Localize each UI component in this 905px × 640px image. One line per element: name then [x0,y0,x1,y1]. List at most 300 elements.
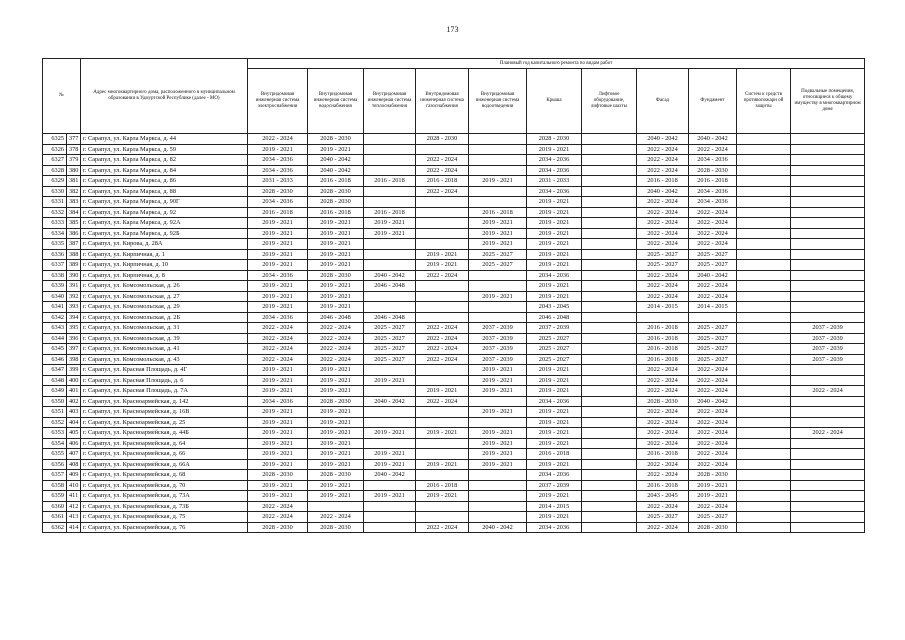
row-period-cell: 2019 - 2021 [527,197,582,208]
row-period-cell [737,375,791,386]
row-period-cell [791,459,865,470]
table-row [43,438,865,449]
row-address: г. Сарапул, ул. Карла Маркса, д. 82 [81,155,248,166]
row-period-cell [364,522,416,533]
row-number: 6330 [43,186,67,197]
row-period-cell: 2016 - 2018 [416,176,469,187]
row-period-cell: 2025 - 2027 [637,249,689,260]
table-row [43,323,865,334]
row-period-cell: 2022 - 2024 [689,375,737,386]
row-period-cell: 2019 - 2021 [308,281,364,292]
row-period-cell: 2028 - 2030 [308,270,364,281]
table-row [43,480,865,491]
row-period-cell [737,186,791,197]
row-period-cell: 2028 - 2030 [308,186,364,197]
row-period-cell [791,176,865,187]
row-period-cell: 2019 - 2021 [527,459,582,470]
row-period-cell: 2034 - 2036 [248,396,308,407]
row-period-cell: 2019 - 2021 [469,239,527,250]
row-period-cell: 2022 - 2024 [637,281,689,292]
row-period-cell [416,291,469,302]
row-period-cell: 2034 - 2036 [527,155,582,166]
header-column: Систем к средств противопожарн ой защиты [737,69,791,134]
header-column: Внутридомовая инженерная система теплоснабжения [364,69,416,134]
row-index: 382 [67,186,81,197]
row-period-cell [364,386,416,397]
row-period-cell: 2019 - 2021 [469,449,527,460]
row-period-cell [469,480,527,491]
row-period-cell [582,249,637,260]
row-period-cell: 2019 - 2021 [527,512,582,523]
row-period-cell: 2019 - 2021 [364,459,416,470]
row-period-cell: 2022 - 2024 [689,501,737,512]
row-period-cell [364,260,416,271]
row-period-cell [791,302,865,313]
row-number: 6339 [43,281,67,292]
row-address: г. Сарапул, ул. Комсомольская, д. 43 [81,354,248,365]
row-address: г. Сарапул, ул. Карла Маркса, д. 86 [81,176,248,187]
row-index: 381 [67,176,81,187]
row-period-cell: 2022 - 2024 [248,501,308,512]
row-period-cell: 2022 - 2024 [248,323,308,334]
table-row [43,459,865,470]
row-period-cell: 2022 - 2024 [637,197,689,208]
row-number: 6359 [43,491,67,502]
row-period-cell: 2019 - 2021 [469,438,527,449]
row-period-cell: 2025 - 2027 [364,344,416,355]
row-period-cell [416,365,469,376]
row-period-cell: 2019 - 2021 [308,218,364,229]
row-address: г. Сарапул, ул. Карла Маркса, д. 44 [81,134,248,145]
row-period-cell: 2034 - 2036 [248,165,308,176]
row-number: 6362 [43,522,67,533]
table-row [43,512,865,523]
row-period-cell [737,134,791,145]
row-period-cell: 2022 - 2024 [689,281,737,292]
row-period-cell: 2031 - 2033 [248,176,308,187]
row-period-cell: 2022 - 2024 [689,459,737,470]
row-number: 6348 [43,375,67,386]
row-number: 6354 [43,438,67,449]
row-period-cell [416,501,469,512]
row-period-cell [637,312,689,323]
row-number: 6332 [43,207,67,218]
row-period-cell: 2019 - 2021 [308,302,364,313]
row-number: 6361 [43,512,67,523]
row-period-cell: 2043 - 2045 [527,302,582,313]
row-period-cell [469,155,527,166]
row-period-cell [416,218,469,229]
row-period-cell: 2019 - 2021 [527,207,582,218]
repair-schedule-table [42,58,865,533]
row-period-cell [308,501,364,512]
row-period-cell [791,375,865,386]
row-period-cell: 2022 - 2024 [637,407,689,418]
row-period-cell [737,512,791,523]
row-period-cell: 2019 - 2021 [308,291,364,302]
row-address: г. Сарапул, ул. Комсомольская, д. 31 [81,323,248,334]
row-period-cell: 2019 - 2021 [527,386,582,397]
row-period-cell: 2016 - 2018 [416,480,469,491]
row-period-cell: 2028 - 2030 [689,470,737,481]
row-period-cell: 2014 - 2015 [637,302,689,313]
header-column: Фундамент [689,69,737,134]
row-index: 387 [67,239,81,250]
row-period-cell: 2019 - 2021 [527,438,582,449]
row-period-cell [364,501,416,512]
row-period-cell: 2037 - 2039 [791,323,865,334]
row-period-cell: 2019 - 2021 [469,375,527,386]
row-period-cell [364,291,416,302]
row-period-cell [582,407,637,418]
row-period-cell: 2022 - 2024 [416,344,469,355]
row-period-cell: 2034 - 2036 [527,396,582,407]
row-period-cell [364,186,416,197]
row-period-cell: 2025 - 2027 [689,249,737,260]
row-index: 383 [67,197,81,208]
row-period-cell: 2022 - 2024 [637,228,689,239]
row-period-cell: 2034 - 2036 [527,470,582,481]
row-period-cell: 2022 - 2024 [689,218,737,229]
table-row [43,501,865,512]
row-period-cell: 2028 - 2030 [527,134,582,145]
row-period-cell [582,522,637,533]
row-period-cell: 2022 - 2024 [637,155,689,166]
row-address: г. Сарапул, ул. Красноармейская, д. 66 [81,449,248,460]
row-period-cell [737,239,791,250]
row-period-cell: 2037 - 2039 [791,333,865,344]
row-period-cell [791,281,865,292]
row-period-cell: 2025 - 2027 [364,354,416,365]
table-row [43,344,865,355]
header-column: Крыша [527,69,582,134]
row-period-cell: 2022 - 2024 [416,155,469,166]
row-period-cell: 2019 - 2021 [416,491,469,502]
row-period-cell: 2019 - 2021 [416,249,469,260]
row-period-cell: 2019 - 2021 [308,480,364,491]
row-period-cell: 2016 - 2018 [637,344,689,355]
row-period-cell: 2022 - 2024 [416,186,469,197]
row-period-cell [582,281,637,292]
row-period-cell [416,302,469,313]
row-period-cell: 2019 - 2021 [527,239,582,250]
row-period-cell [737,312,791,323]
row-period-cell [737,302,791,313]
row-period-cell [791,144,865,155]
row-index: 379 [67,155,81,166]
row-period-cell [582,312,637,323]
row-index: 401 [67,386,81,397]
row-period-cell: 2019 - 2021 [469,176,527,187]
row-period-cell: 2019 - 2021 [308,491,364,502]
row-period-cell: 2019 - 2021 [248,386,308,397]
row-period-cell [791,312,865,323]
row-period-cell: 2022 - 2024 [689,228,737,239]
row-period-cell: 2025 - 2027 [689,354,737,365]
row-period-cell [737,291,791,302]
row-period-cell: 2019 - 2021 [248,260,308,271]
row-period-cell: 2019 - 2021 [527,218,582,229]
row-period-cell [737,323,791,334]
row-period-cell [791,407,865,418]
table-row [43,312,865,323]
row-period-cell: 2034 - 2036 [248,197,308,208]
row-period-cell [791,512,865,523]
row-period-cell: 2019 - 2021 [308,417,364,428]
row-period-cell: 2022 - 2024 [637,459,689,470]
row-period-cell: 2034 - 2036 [527,270,582,281]
row-number: 6350 [43,396,67,407]
row-index: 377 [67,134,81,145]
row-period-cell: 2019 - 2021 [469,228,527,239]
row-period-cell [582,291,637,302]
row-address: г. Сарапул, ул. Красноармейская, д. 75 [81,512,248,523]
row-period-cell: 2019 - 2021 [527,365,582,376]
row-period-cell [737,417,791,428]
row-period-cell [582,501,637,512]
row-period-cell: 2022 - 2024 [689,417,737,428]
row-period-cell: 2022 - 2024 [416,333,469,344]
row-index: 380 [67,165,81,176]
row-period-cell: 2022 - 2024 [689,438,737,449]
row-period-cell: 2022 - 2024 [416,270,469,281]
row-period-cell: 2019 - 2021 [469,459,527,470]
row-period-cell [416,438,469,449]
row-period-cell: 2022 - 2024 [637,375,689,386]
header-num: № [43,59,81,134]
row-period-cell: 2019 - 2021 [689,480,737,491]
table-row [43,197,865,208]
row-period-cell [582,165,637,176]
row-period-cell: 2046 - 2048 [364,312,416,323]
row-number: 6355 [43,449,67,460]
row-period-cell [791,239,865,250]
row-period-cell: 2028 - 2030 [637,396,689,407]
row-address: г. Сарапул, ул. Карла Маркса, д. 84 [81,165,248,176]
row-address: г. Сарапул, ул. Красноармейская, д. 142 [81,396,248,407]
row-period-cell [469,270,527,281]
row-period-cell [791,155,865,166]
row-period-cell: 2019 - 2021 [248,281,308,292]
row-index: 414 [67,522,81,533]
row-period-cell: 2025 - 2027 [637,260,689,271]
row-period-cell: 2019 - 2021 [416,459,469,470]
row-address: г. Сарапул, ул. Карла Маркса, д. 92Б [81,228,248,239]
header-group: Плановый год капитального ремонта по видам работ [248,59,865,69]
row-number: 6325 [43,134,67,145]
row-index: 386 [67,228,81,239]
row-number: 6328 [43,165,67,176]
row-period-cell [737,249,791,260]
row-period-cell [582,428,637,439]
row-period-cell: 2016 - 2018 [637,176,689,187]
row-index: 385 [67,218,81,229]
row-period-cell [737,386,791,397]
row-number: 6356 [43,459,67,470]
row-period-cell: 2025 - 2027 [364,323,416,334]
row-period-cell: 2028 - 2030 [308,470,364,481]
row-period-cell [791,218,865,229]
row-period-cell: 2046 - 2048 [527,312,582,323]
row-index: 400 [67,375,81,386]
row-period-cell [737,281,791,292]
row-period-cell [416,407,469,418]
row-period-cell: 2014 - 2015 [689,302,737,313]
row-period-cell: 2025 - 2027 [689,512,737,523]
table-row [43,218,865,229]
row-period-cell [737,365,791,376]
row-period-cell [791,396,865,407]
row-period-cell [416,144,469,155]
row-index: 407 [67,449,81,460]
row-address: г. Сарапул, ул. Комсомольская, д. 29 [81,302,248,313]
row-period-cell: 2028 - 2030 [308,396,364,407]
row-index: 378 [67,144,81,155]
row-period-cell [582,144,637,155]
row-number: 6337 [43,260,67,271]
row-period-cell: 2040 - 2042 [308,165,364,176]
row-period-cell: 2022 - 2024 [637,522,689,533]
row-period-cell: 2019 - 2021 [308,260,364,271]
table-row [43,491,865,502]
row-period-cell [582,491,637,502]
row-period-cell: 2022 - 2024 [637,144,689,155]
row-period-cell: 2022 - 2024 [248,134,308,145]
table-row [43,302,865,313]
row-period-cell [364,144,416,155]
row-address: г. Сарапул, ул. Красноармейская, д. 16В [81,407,248,418]
row-period-cell: 2022 - 2024 [637,501,689,512]
row-number: 6326 [43,144,67,155]
row-period-cell: 2022 - 2024 [308,512,364,523]
row-period-cell: 2019 - 2021 [308,375,364,386]
row-period-cell: 2037 - 2039 [469,344,527,355]
row-address: г. Сарапул, ул. Кирпичная, д. 1 [81,249,248,260]
row-period-cell: 2046 - 2048 [308,312,364,323]
row-period-cell: 2040 - 2042 [364,396,416,407]
row-period-cell [582,302,637,313]
header-column: Внутридомовая инженерная система газоснабжения [416,69,469,134]
row-period-cell [416,207,469,218]
row-period-cell: 2028 - 2030 [248,470,308,481]
row-number: 6342 [43,312,67,323]
row-period-cell [582,470,637,481]
row-period-cell: 2019 - 2021 [248,144,308,155]
row-period-cell [364,197,416,208]
row-period-cell [791,417,865,428]
row-period-cell: 2025 - 2027 [527,344,582,355]
table-row [43,239,865,250]
row-period-cell: 2037 - 2039 [469,333,527,344]
row-period-cell: 2034 - 2036 [689,197,737,208]
row-address: г. Сарапул, ул. Красная Площадь, д. 7А [81,386,248,397]
row-period-cell [364,365,416,376]
row-address: г. Сарапул, ул. Комсомольская, д. 2Б [81,312,248,323]
row-address: г. Сарапул, ул. Красноармейская, д. 73А [81,491,248,502]
row-period-cell [737,144,791,155]
row-period-cell [582,260,637,271]
row-period-cell [791,207,865,218]
row-period-cell [582,396,637,407]
row-period-cell: 2019 - 2021 [527,375,582,386]
row-address: г. Сарапул, ул. Красная Площадь, д. 4Г [81,365,248,376]
row-address: г. Сарапул, ул. Комсомольская, д. 41 [81,344,248,355]
row-period-cell [791,270,865,281]
row-period-cell: 2016 - 2018 [689,176,737,187]
row-period-cell [364,302,416,313]
row-period-cell [582,459,637,470]
row-period-cell [469,491,527,502]
row-address: г. Сарапул, ул. Красноармейская, д. 64 [81,438,248,449]
table-row [43,281,865,292]
row-number: 6338 [43,270,67,281]
row-period-cell [791,480,865,491]
row-index: 398 [67,354,81,365]
row-period-cell: 2022 - 2024 [248,344,308,355]
table-row [43,207,865,218]
row-period-cell: 2019 - 2021 [308,228,364,239]
row-period-cell [582,386,637,397]
row-period-cell: 2022 - 2024 [416,396,469,407]
row-number: 6327 [43,155,67,166]
row-period-cell: 2022 - 2024 [637,470,689,481]
row-period-cell: 2028 - 2030 [248,186,308,197]
row-period-cell: 2019 - 2021 [364,428,416,439]
table-row [43,249,865,260]
row-address: г. Сарапул, ул. Карла Маркса, д. 59 [81,144,248,155]
row-period-cell: 2019 - 2021 [527,491,582,502]
row-index: 396 [67,333,81,344]
row-period-cell [737,480,791,491]
row-period-cell: 2040 - 2042 [364,470,416,481]
row-period-cell [737,165,791,176]
row-period-cell: 2037 - 2039 [791,354,865,365]
row-period-cell: 2037 - 2039 [791,344,865,355]
row-index: 404 [67,417,81,428]
row-index: 411 [67,491,81,502]
row-address: г. Сарапул, ул. Красноармейская, д. 68 [81,470,248,481]
row-period-cell: 2019 - 2021 [416,428,469,439]
row-period-cell [582,375,637,386]
row-period-cell: 2019 - 2021 [527,228,582,239]
row-period-cell [469,396,527,407]
row-period-cell [364,239,416,250]
row-period-cell [582,197,637,208]
row-period-cell [469,417,527,428]
row-period-cell: 2016 - 2018 [364,207,416,218]
row-period-cell: 2022 - 2024 [308,344,364,355]
row-period-cell [364,134,416,145]
row-period-cell [364,155,416,166]
row-number: 6336 [43,249,67,260]
row-period-cell: 2019 - 2021 [469,218,527,229]
row-period-cell [737,218,791,229]
row-index: 412 [67,501,81,512]
row-address: г. Сарапул, ул. Красноармейская, д. 76 [81,522,248,533]
row-period-cell: 2019 - 2021 [308,144,364,155]
row-period-cell [469,134,527,145]
row-period-cell: 2019 - 2021 [308,449,364,460]
table-row [43,260,865,271]
row-period-cell [791,438,865,449]
row-period-cell [416,281,469,292]
row-period-cell [416,239,469,250]
row-period-cell [737,260,791,271]
row-address: г. Сарапул, ул. Комсомольская, д. 26 [81,281,248,292]
row-index: 397 [67,344,81,355]
row-index: 393 [67,302,81,313]
row-period-cell [469,302,527,313]
